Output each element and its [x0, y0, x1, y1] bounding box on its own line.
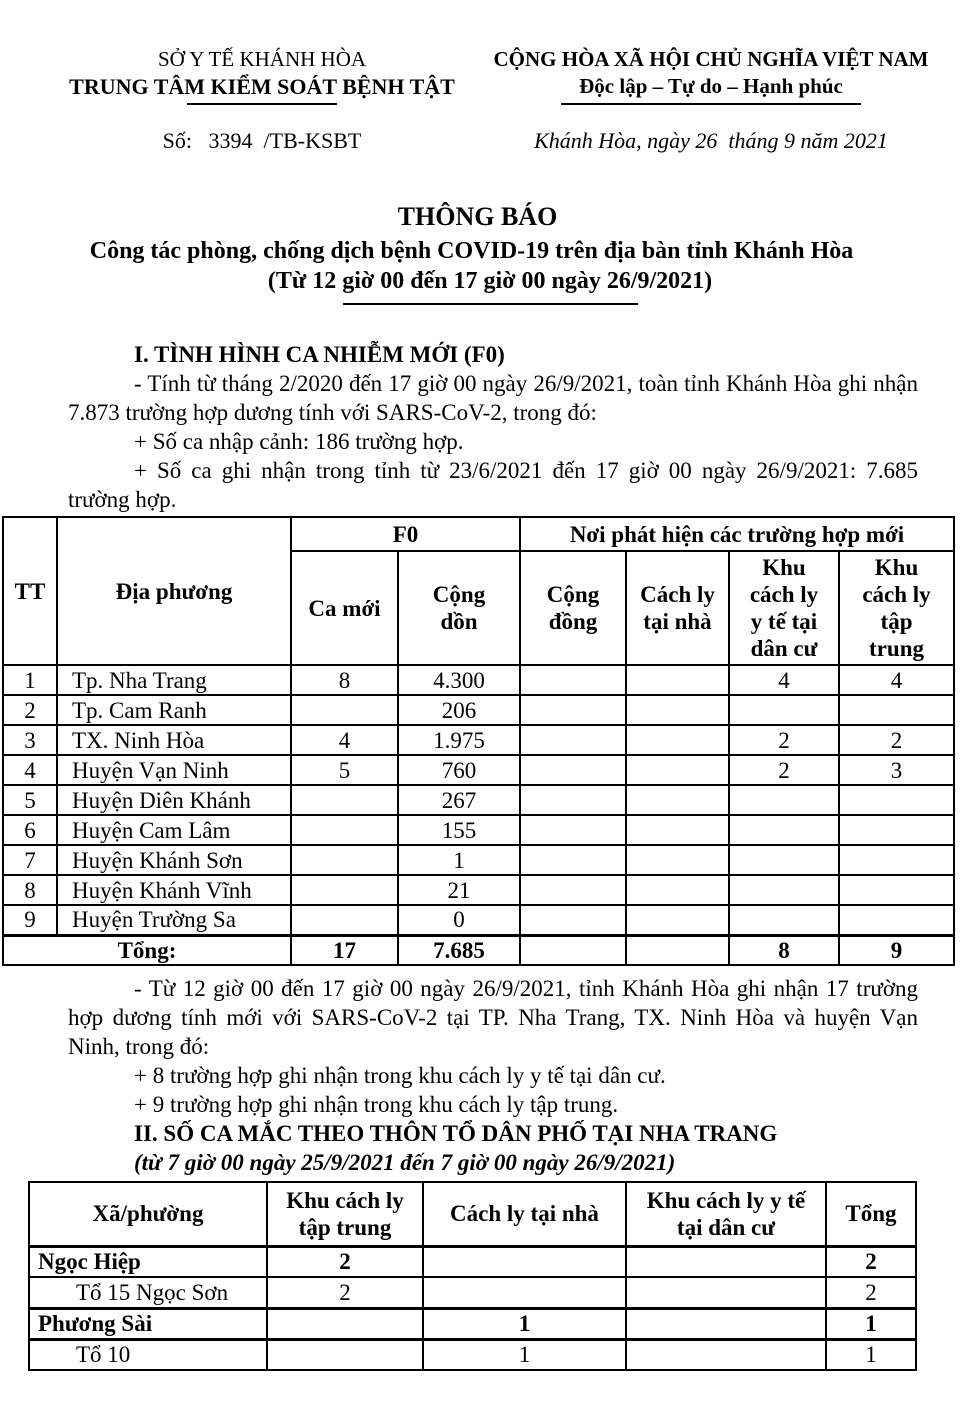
data-cell	[626, 815, 729, 845]
data-cell	[626, 755, 729, 785]
section-1b-paragraph: - Từ 12 giờ 00 đến 17 giờ 00 ngày 26/9/2021, tỉnh Khánh Hòa ghi nhận 17 trường hợp dương tính mới với SARS-CoV-2 tại TP. Nha Trang, TX. Ninh Hòa và huyện Vạn Ninh, trong đó:	[68, 976, 918, 1059]
data-cell	[626, 845, 729, 875]
header-cell: Cộng dồn	[398, 551, 520, 665]
data-cell: 267	[398, 785, 520, 815]
section-2-heading: II. SỐ CA MẮC THEO THÔN TỔ DÂN PHỐ TẠI NHA TRANG	[134, 1121, 778, 1146]
data-cell	[729, 845, 839, 875]
motto-underline	[561, 103, 861, 105]
data-cell: TX. Ninh Hòa	[57, 725, 291, 755]
data-cell	[423, 1246, 626, 1277]
data-cell: 2	[3, 695, 57, 725]
data-cell: 9	[3, 905, 57, 935]
data-cell: 1	[826, 1339, 916, 1370]
document-title-block	[0, 202, 980, 305]
section-1-paragraph: - Tính từ tháng 2/2020 đến 17 giờ 00 ngày 26/9/2021, toàn tỉnh Khánh Hòa ghi nhận 7.873 trường hợp dương tính với SARS-CoV-2, trong đó:	[68, 371, 918, 425]
total-cell	[626, 935, 729, 965]
data-cell	[520, 665, 626, 695]
header-cell: Khu cách ly tập trung	[267, 1182, 423, 1246]
header-cell: Địa phương	[57, 517, 291, 665]
data-cell: 3	[3, 725, 57, 755]
data-cell: 8	[3, 875, 57, 905]
data-cell: 1	[3, 665, 57, 695]
data-cell	[520, 875, 626, 905]
data-cell	[839, 695, 954, 725]
section-1-heading: I. TÌNH HÌNH CA NHIỄM MỚI (F0)	[134, 342, 505, 367]
document-period-title: (Từ 12 giờ 00 đến 17 giờ 00 ngày 26/9/2021)	[267, 268, 713, 294]
data-cell	[839, 845, 954, 875]
header-cell: Tổng	[826, 1182, 916, 1246]
data-cell: 4	[3, 755, 57, 785]
data-cell: 1	[423, 1308, 626, 1339]
header-cell: Cách ly tại nhà	[626, 551, 729, 665]
title-underline	[343, 303, 638, 305]
header-cell: Ca mới	[291, 551, 398, 665]
agency-parent-name: SỞ Y TẾ KHÁNH HÒA	[157, 47, 367, 71]
data-cell: 4	[291, 725, 398, 755]
data-cell: 2	[729, 755, 839, 785]
data-cell: Tp. Cam Ranh	[57, 695, 291, 725]
data-cell	[626, 1277, 826, 1308]
data-cell: 21	[398, 875, 520, 905]
table-total-row	[3, 935, 954, 965]
data-cell	[520, 755, 626, 785]
header-cell: Xã/phường	[29, 1182, 267, 1246]
data-cell	[729, 815, 839, 845]
data-cell: 5	[3, 785, 57, 815]
total-cell: 8	[729, 935, 839, 965]
data-cell: 2	[826, 1246, 916, 1277]
total-cell: 7.685	[398, 935, 520, 965]
data-cell	[520, 905, 626, 935]
ward-cell: Tổ 15 Ngọc Sơn	[29, 1277, 267, 1308]
ward-cell: Tổ 10	[29, 1339, 267, 1370]
data-cell: 6	[3, 815, 57, 845]
data-cell	[291, 875, 398, 905]
data-cell: 2	[267, 1246, 423, 1277]
data-cell	[626, 905, 729, 935]
data-cell	[626, 875, 729, 905]
data-cell: 1.975	[398, 725, 520, 755]
data-cell	[520, 845, 626, 875]
data-cell: 1	[423, 1339, 626, 1370]
table-row	[29, 1308, 916, 1339]
header-cell: Khu cách ly y tế tại dân cư	[626, 1182, 826, 1246]
data-cell: 5	[291, 755, 398, 785]
data-cell	[291, 695, 398, 725]
table-row	[3, 755, 954, 785]
data-cell: Huyện Trường Sa	[57, 905, 291, 935]
table-row	[29, 1339, 916, 1370]
document-type-title: THÔNG BÁO	[397, 202, 558, 231]
data-cell: 4	[729, 665, 839, 695]
data-cell: 2	[839, 725, 954, 755]
data-cell	[839, 905, 954, 935]
section-1b-paragraph: + 9 trường hợp ghi nhận trong khu cách ly tập trung.	[134, 1092, 619, 1117]
f0-by-locality-table	[2, 516, 955, 966]
data-cell	[729, 785, 839, 815]
data-cell: 1	[398, 845, 520, 875]
data-cell: 2	[267, 1277, 423, 1308]
issuing-agency-block	[0, 46, 472, 154]
table-group-header-row	[3, 517, 954, 551]
data-cell: 3	[839, 755, 954, 785]
cases-by-ward-table	[28, 1181, 917, 1371]
table-row	[29, 1246, 916, 1277]
ward-cell: Ngọc Hiệp	[29, 1246, 267, 1277]
data-cell	[729, 875, 839, 905]
total-cell: 17	[291, 935, 398, 965]
section-2-subheading: (từ 7 giờ 00 ngày 25/9/2021 đến 7 giờ 00 ngày 26/9/2021)	[134, 1150, 676, 1175]
header-cell: Khu cách ly tập trung	[839, 551, 954, 665]
data-cell: 1	[826, 1308, 916, 1339]
data-cell	[729, 695, 839, 725]
data-cell: Huyện Khánh Vĩnh	[57, 875, 291, 905]
total-label-cell: Tổng:	[3, 935, 291, 965]
data-cell	[291, 905, 398, 935]
country-name: CỘNG HÒA XÃ HỘI CHỦ NGHĨA VIỆT NAM	[493, 47, 929, 71]
data-cell: 206	[398, 695, 520, 725]
table-row	[29, 1277, 916, 1308]
data-cell	[423, 1277, 626, 1308]
section-1b	[68, 974, 918, 1177]
data-cell	[267, 1339, 423, 1370]
data-cell	[520, 725, 626, 755]
data-cell: 760	[398, 755, 520, 785]
data-cell	[520, 815, 626, 845]
section-1-paragraph: + Số ca ghi nhận trong tỉnh từ 23/6/2021 đến 17 giờ 00 ngày 26/9/2021: 7.685 trường hợp.	[68, 458, 918, 512]
table-row	[3, 665, 954, 695]
data-cell: Huyện Khánh Sơn	[57, 845, 291, 875]
document-subject-title: Công tác phòng, chống dịch bệnh COVID-19 trên địa bàn tỉnh Khánh Hòa	[89, 238, 854, 264]
data-cell: Huyện Cam Lâm	[57, 815, 291, 845]
data-cell: 0	[398, 905, 520, 935]
data-cell: 7	[3, 845, 57, 875]
header-cell: F0	[291, 517, 520, 551]
ward-cell: Phương Sài	[29, 1308, 267, 1339]
data-cell	[626, 665, 729, 695]
table-row	[3, 875, 954, 905]
section-1-paragraph: + Số ca nhập cảnh: 186 trường hợp.	[134, 429, 464, 454]
data-cell	[626, 1246, 826, 1277]
data-cell: 2	[826, 1277, 916, 1308]
data-cell: Huyện Diên Khánh	[57, 785, 291, 815]
document-number: Số: 3394 /TB-KSBT	[162, 128, 362, 153]
header-cell: Nơi phát hiện các trường hợp mới	[520, 517, 954, 551]
data-cell	[626, 1339, 826, 1370]
header-cell: Cách ly tại nhà	[423, 1182, 626, 1246]
data-cell: 2	[729, 725, 839, 755]
data-cell	[626, 725, 729, 755]
table-row	[3, 845, 954, 875]
total-cell	[520, 935, 626, 965]
data-cell	[291, 785, 398, 815]
national-motto-block	[472, 46, 980, 154]
agency-underline	[187, 103, 337, 105]
table-header-row	[29, 1182, 916, 1246]
section-1	[68, 340, 918, 514]
table-row	[3, 815, 954, 845]
data-cell	[839, 875, 954, 905]
data-cell	[729, 905, 839, 935]
header-cell: Cộng đồng	[520, 551, 626, 665]
data-cell	[626, 785, 729, 815]
total-cell: 9	[839, 935, 954, 965]
data-cell: 4	[839, 665, 954, 695]
data-cell	[520, 785, 626, 815]
data-cell	[291, 845, 398, 875]
data-cell: 8	[291, 665, 398, 695]
header-cell: Khu cách ly y tế tại dân cư	[729, 551, 839, 665]
table-row	[3, 695, 954, 725]
document-header	[0, 0, 980, 154]
data-cell	[267, 1308, 423, 1339]
data-cell	[626, 695, 729, 725]
motto: Độc lập – Tự do – Hạnh phúc	[579, 74, 843, 98]
data-cell: Tp. Nha Trang	[57, 665, 291, 695]
header-cell: TT	[3, 517, 57, 665]
data-cell: 4.300	[398, 665, 520, 695]
data-cell	[839, 815, 954, 845]
data-cell	[626, 1308, 826, 1339]
agency-name: TRUNG TÂM KIỂM SOÁT BỆNH TẬT	[69, 74, 455, 99]
section-1b-paragraph: + 8 trường hợp ghi nhận trong khu cách ly y tế tại dân cư.	[134, 1063, 666, 1088]
dateline: Khánh Hòa, ngày 26 tháng 9 năm 2021	[534, 128, 888, 153]
data-cell	[839, 785, 954, 815]
table-row	[3, 905, 954, 935]
table-row	[3, 725, 954, 755]
data-cell	[520, 695, 626, 725]
data-cell: Huyện Vạn Ninh	[57, 755, 291, 785]
data-cell	[291, 815, 398, 845]
data-cell: 155	[398, 815, 520, 845]
table-row	[3, 785, 954, 815]
